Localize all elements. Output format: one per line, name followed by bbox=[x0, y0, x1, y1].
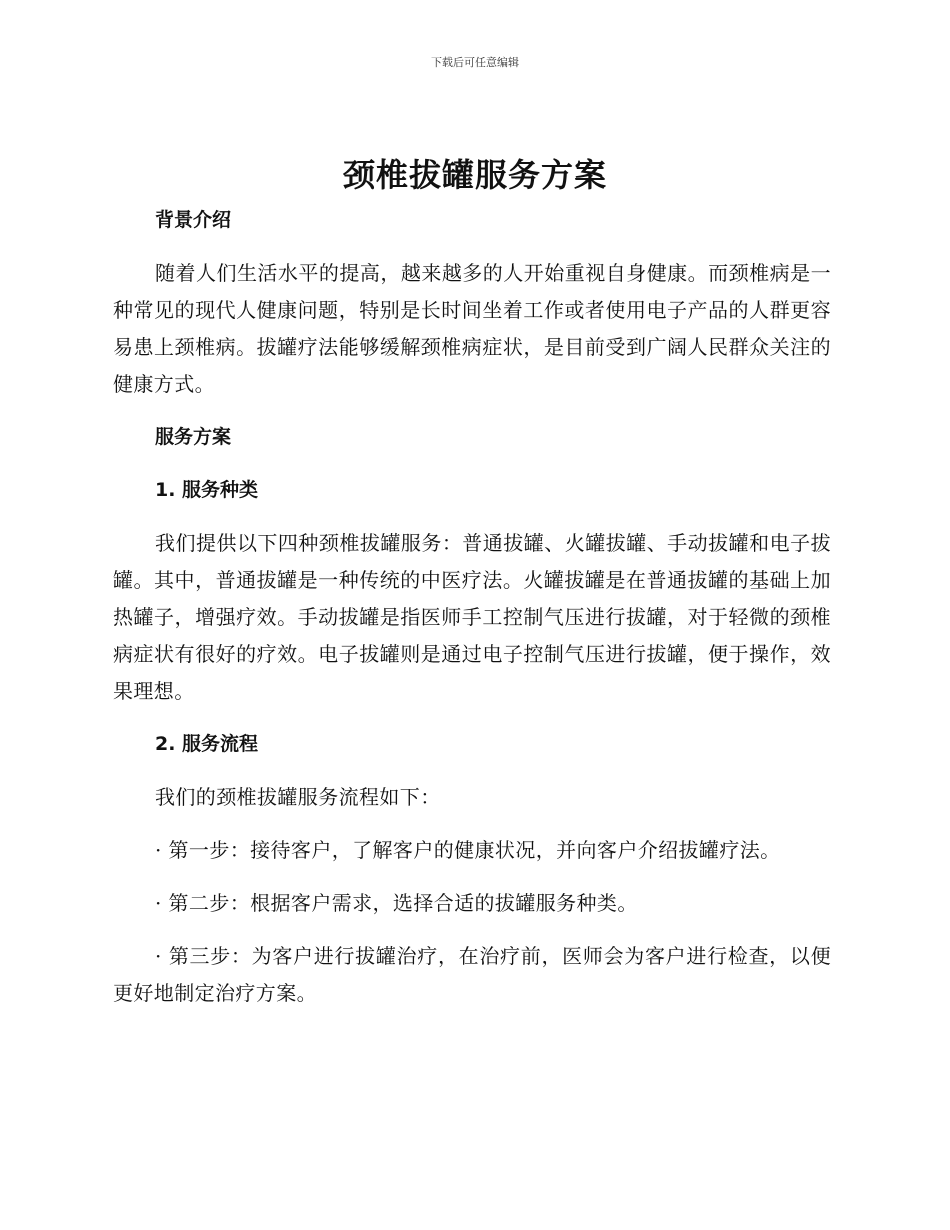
header-note: 下载后可任意编辑 bbox=[431, 56, 519, 69]
document-title: 颈椎拔罐服务方案 bbox=[342, 156, 607, 194]
document-body bbox=[113, 202, 831, 1012]
process-step-1: · 第一步：接待客户，了解客户的健康状况，并向客户介绍拔罐疗法。 bbox=[155, 838, 781, 862]
service-heading: 服务方案 bbox=[155, 426, 232, 448]
background-heading: 背景介绍 bbox=[155, 209, 232, 231]
process-step-2: · 第二步：根据客户需求，选择合适的拔罐服务种类。 bbox=[155, 891, 638, 915]
background-paragraph: 随着人们生活水平的提高，越来越多的人开始重视自身健康。而颈椎病是一种常见的现代人健康问题，特别是长时间坐着工作或者使用电子产品的人群更容易患上颈椎病。拔罐疗法能够缓解颈椎病症状，是目前受到广阔人民群众关注的健康方式。 bbox=[113, 261, 831, 396]
types-paragraph: 我们提供以下四种颈椎拔罐服务：普通拔罐、火罐拔罐、手动拔罐和电子拔罐。其中，普通拔罐是一种传统的中医疗法。火罐拔罐是在普通拔罐的基础上加热罐子，增强疗效。手动拔罐是指医师手工控制气压进行拔罐，对于轻微的颈椎病症状有很好的疗效。电子拔罐则是通过电子控制气压进行拔罐，便于操作，效果理想。 bbox=[113, 531, 831, 703]
types-heading: 1. 服务种类 bbox=[155, 479, 259, 501]
process-intro: 我们的颈椎拔罐服务流程如下： bbox=[155, 785, 441, 809]
process-step-3: · 第三步：为客户进行拔罐治疗，在治疗前，医师会为客户进行检查，以便更好地制定治疗方案。 bbox=[113, 944, 831, 1005]
process-heading: 2. 服务流程 bbox=[155, 733, 259, 755]
